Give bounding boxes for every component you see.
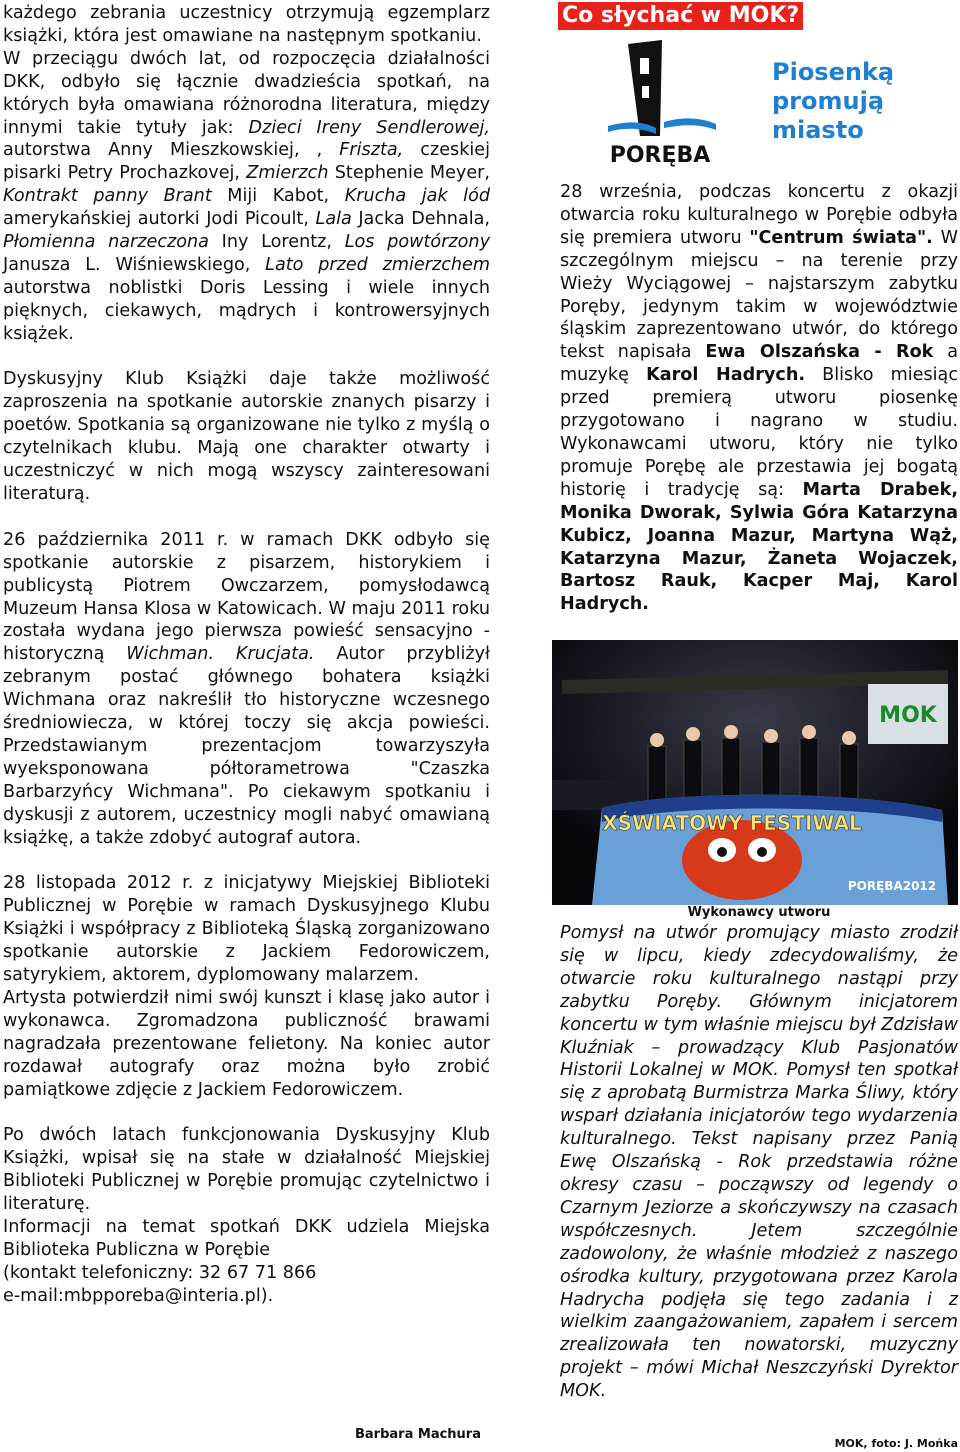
article-quote: Pomysł na utwór promujący miasto zrodził się w lipcu, kiedy zdecydowaliśmy, że otwarcie roku kulturalnego nastąpi przy zabytku Poręby. Głównym inicjatorem koncertu w tym właśnie miejscu był Zdzisław Kluźniak – prowadzący Klub Pasjonatów Historii Lokalnej w MOK. Pomysł ten spotkał się z aprobatą Burmistrza Marka Śliwy, który wsparł działania inicjatorów tego wydarzenia kulturalnego. Tekst napisany przez Panią Ewę Olszańską - Rok przedstawia różne okresy czasu – począwszy od legendy o Czarnym Jeziorze a skończywszy na czasach współczesnych. Jetem szczególnie zadowolony, że właśnie młodzież z naszego ośrodka kultury, przygotowana przez Karola Hadrycha podjęła się tego zadania i z wielkim zaangażowaniem, zapałem i sercem zrealizowała ten nowatorski, muzyczny projekt – mówi Michał Neszczyński Dyrektor MOK. [560,923,958,1402]
paragraph-artist: Artysta potwierdził nimi swój kunszt i klasę jako autor i wykonawca. Zgromadzona publiczność brawami nagradzała prezentowane felietony. Na koniec autor rozdawał autografy oraz można było zrobić pamiątkowe zdjęcie z Jackiem Fedorowiczem. [3,987,490,1100]
photo-credit: MOK, foto: J. Mońka [834,1437,958,1450]
book-title: Wichman. Krucjata. [126,644,315,665]
book-title: Dzieci Ireny Sendlerowej, [248,117,490,138]
book-title: Los powtórzony [344,232,490,253]
concert-photo [552,640,958,905]
author-signature: Barbara Machura [355,1427,481,1442]
composer-name: Karol Hadrych. [646,365,806,386]
paragraph-book-list: W przeciągu dwóch lat, od rozpoczęcia działalności DKK, odbyło się łącznie dwadzieścia spotkań, na których była omawiana różnorodna literatura, między innymi takie tytuły jak: Dzieci Ireny Sendlerowej, autorstwa Anny Mieszkowskiej, , Friszta, czeskiej pisarki Petry Prochazkovej, Zmierzch Stephenie Meyer, Kontrakt panny Brant Miji Kabot, Krucha jak lód amerykańskiej autorki Jodi Picoult, Lala Jacka Dehnala, Płomienna narzeczona Iny Lorentz, Los powtórzony Janusza L. Wiśniewskiego, Lato przed zmierzchem autorstwa noblistki Doris Lessing i wiele innych pięknych, ciekawych, mądrych i kontrowersyjnych książek. [3,48,491,344]
book-title: Krucha jak lód [344,186,491,207]
paragraph-meeting-copies: każdego zebrania uczestnicy otrzymują egzemplarz książki, która jest omawiane na następnym spotkaniu. [3,3,490,46]
stage-sign: MOK [879,703,937,728]
right-column [560,0,959,1450]
festival-banner-text: XŚWIATOWY FESTIWAL [602,811,862,835]
section-banner: Co słychać w MOK? [558,2,803,30]
book-title: Lala [315,209,352,230]
photo-caption: Wykonawcy utworu [687,905,831,920]
paragraph-owczarz-meeting: 26 października 2011 r. w ramach DKK odbyło się spotkanie autorskie z pisarzem, historykiem i publicystą Piotrem Owczarzem, pomysłodawcą Muzeum Hansa Klosa w Katowicach. W maju 2011 roku została wydana jego pierwsza powieść sensacyjno - historyczną Wichman. Krucjata. Autor przybliżył zebranym postać głównego bohatera książki Wichmana oraz nakreślił tło historyczne wczesnego średniowiecza, w której toczy się akcja powieści. Przedstawianym prezentacjom towarzyszyła wyeksponowana półtorametrowa "Czaszka Barbarzyńcy Wichmana". Po ciekawym spotkaniu i dyskusji z autorem, uczestnicy mogli nabyć omawianą książkę, a także zdobyć autograf autora. [3,529,491,848]
left-column [3,2,490,1308]
logo-text: PORĘBA [609,143,711,168]
lyricist-name: Ewa Olszańska - Rok [705,342,934,363]
book-title: Kontrakt panny Brant [3,186,212,207]
performers-list: Marta Drabek, Monika Dworak, Sylwia Góra Katarzyna Kubicz, Joanna Mazur, Martyna Wąż, Katarzyna Mazur, Żaneta Wojaczek, Bartosz Rauk, Kacper Maj, Karol Hadrych. [560,479,959,615]
song-title: "Centrum świata". [749,227,933,248]
festival-date-text: PORĘBA2012 [847,879,937,893]
contact-email: e-mail:mbpporeba@interia.pl). [3,1285,274,1306]
contact-phone: (kontakt telefoniczny: 32 67 71 866 [3,1262,317,1283]
book-title: Friszta, [339,140,404,161]
paragraph-fedorowicz-meeting: 28 listopada 2012 r. z inicjatywy Miejskiej Biblioteki Publicznej w Porębie w ramach Dyskusyjnego Klubu Książki i współpracy z Biblioteką Śląską zorganizowano spotkanie autorskie z Jackiem Fedorowiczem, satyrykiem, aktorem, dyplomowany malarzem. [3,873,490,986]
paragraph-summary: Po dwóch latach funkcjonowania Dyskusyjny Klub Książki, wpisał się na stałe w działalność Miejskiej Biblioteki Publicznej w Porębie promując czytelnictwo i literaturę. [3,1125,490,1215]
poreba-tower-logo-icon [600,38,720,168]
book-title: Płomienna narzeczona [3,232,209,253]
book-title: Zmierzch [246,163,329,184]
paragraph-contact-info: Informacji na temat spotkań DKK udziela Miejska Biblioteka Publiczna w Porębie [3,1216,490,1260]
paragraph-author-meetings: Dyskusyjny Klub Książki daje także możliwość zaproszenia na spotkanie autorskie znanych pisarzy i poetów. Spotkania są organizowane nie tylko z myślą o czytelnikach klubu. Mają one charakter otwarty i uczestniczyć w nich mogą wszyscy zainteresowani literaturą. [3,369,490,505]
article-body: 28 września, podczas koncertu z okazji otwarcia roku kulturalnego w Porębie odbyła się premiera utworu "Centrum świata". W szczególnym miejscu – na terenie przy Wieży Wyciągowej – najstarszym zabytku Poręby, jedynym takim w województwie śląskim zaprezentowano utwór, do którego tekst napisała Ewa Olszańska - Rok a muzykę Karol Hadrych. Blisko miesiąc przed premierą utworu piosenkę przygotowano i nagrano w studiu. Wykonawcami utworu, który nie tylko promuje Porębę ale przestawia jej bogatą historię i tradycję są: Marta Drabek, Monika Dworak, Sylwia Góra Katarzyna Kubicz, Joanna Mazur, Martyna Wąż, Katarzyna Mazur, Żaneta Wojaczek, Bartosz Rauk, Kacper Maj, Karol Hadrych. [560,182,959,615]
article-headline: Piosenką promują miasto [772,58,895,144]
book-title: Lato przed zmierzchem [265,254,490,275]
